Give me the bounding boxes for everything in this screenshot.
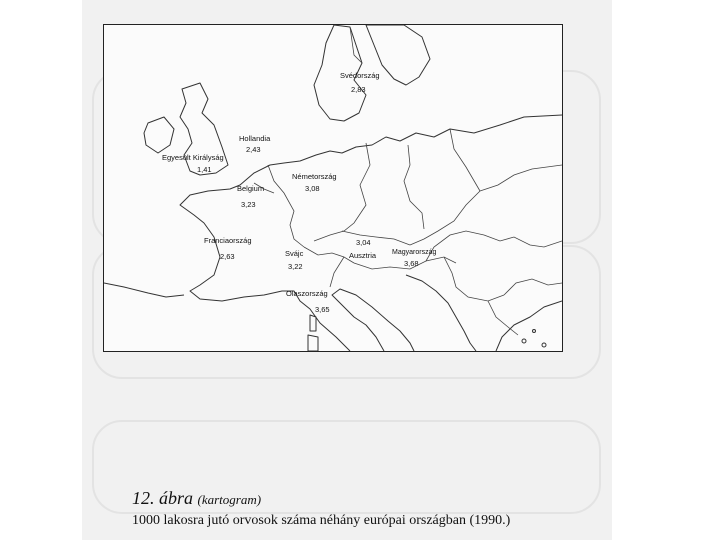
country-value-austria: 3,04 — [356, 238, 371, 247]
country-label-switzerland: Svájc — [285, 249, 304, 258]
country-label-austria: Ausztria — [349, 251, 377, 260]
country-value-france: 2,63 — [220, 252, 235, 261]
country-label-france: Franciaország — [204, 236, 252, 245]
country-label-sweden: Svédország — [340, 71, 380, 80]
country-value-italy: 3,65 — [315, 305, 330, 314]
country-label-uk: Egyesült Királyság — [162, 153, 224, 162]
country-value-netherlands: 2,43 — [246, 145, 261, 154]
figure-type-label: (kartogram) — [197, 492, 262, 507]
country-value-germany: 3,08 — [305, 184, 320, 193]
country-value-sweden: 2,83 — [351, 85, 366, 94]
country-label-italy: Olaszország — [286, 289, 328, 298]
country-label-germany: Németország — [292, 172, 337, 181]
figure-number — [132, 488, 261, 509]
figure-caption: 1000 lakosra jutó orvosok száma néhány európai országban (1990.) — [132, 513, 511, 528]
europe-map — [103, 24, 563, 352]
country-label-belgium: Belgium — [237, 184, 265, 193]
country-value-hungary: 3,68 — [404, 259, 419, 268]
europe-outline — [104, 25, 562, 351]
country-value-switzerland: 3,22 — [288, 262, 303, 271]
country-value-belgium: 3,23 — [241, 200, 256, 209]
country-label-hungary: Magyarország — [392, 249, 437, 256]
country-label-netherlands: Hollandia — [239, 134, 271, 143]
country-value-uk: 1,41 — [197, 165, 212, 174]
figure-number-label: 12. ábra — [132, 488, 194, 508]
